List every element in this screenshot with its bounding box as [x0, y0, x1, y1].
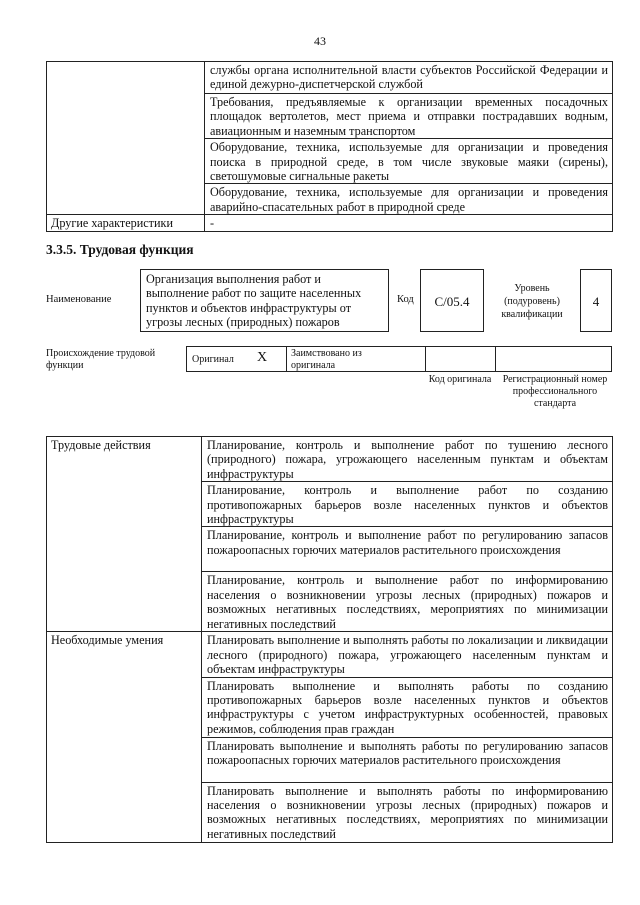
- table-row: [47, 437, 613, 482]
- level-value: 4: [592, 294, 600, 309]
- name-label: Наименование: [46, 294, 112, 305]
- table-row: [47, 215, 613, 231]
- level-label: Уровень (подуровень) квалификации: [501, 283, 563, 320]
- row-content: Планировать выполнение и выполнять работы по регулированию запасов пожароопасных горючих материалов растительного происхождения: [202, 737, 613, 782]
- level-box: [580, 269, 612, 332]
- code-label: Код: [397, 294, 414, 305]
- row-label: [47, 62, 205, 215]
- row-content: Требования, предъявляемые к организации временных посадочных площадок вертолетов, мест приема и отправки пострадавших водным, авиационным и наземным транспортом: [205, 94, 613, 139]
- row-content: службы органа исполнительной власти субъектов Российской Федерации и единой дежурно-диспетчерской службой: [205, 62, 613, 94]
- row-label: Другие характеристики: [47, 215, 205, 231]
- table-row: [47, 632, 613, 677]
- code-box: [420, 269, 484, 332]
- row-content: Планирование, контроль и выполнение работ по тушению лесного (природного) пожара, угрожающего населенным пунктам и объектам инфраструктуры: [202, 437, 613, 482]
- function-name: Организация выполнения работ и выполнение работ по защите населенных пунктов и объектов инфраструктуры от угрозы лесных (природных) пожаров: [146, 272, 362, 330]
- labor-function-table: [46, 436, 613, 843]
- row-content: -: [205, 215, 613, 231]
- section-heading: 3.3.5. Трудовая функция: [46, 242, 194, 257]
- row-content: Планирование, контроль и выполнение работ по созданию противопожарных барьеров возле населенных пунктов и объектов инфраструктуры: [202, 482, 613, 527]
- origin-label: Происхождение трудовой функции: [46, 348, 156, 371]
- row-content: Планирование, контроль и выполнение работ по регулированию запасов пожароопасных горючих материалов растительного происхождения: [202, 527, 613, 572]
- row-content: Планировать выполнение и выполнять работы по локализации и ликвидации лесного (природного) пожара, угрожающего населенным пунктам и объектам инфраструктуры: [202, 632, 613, 677]
- divider: [286, 346, 287, 372]
- code-value: C/05.4: [434, 294, 470, 309]
- code-original-label: Код оригинала: [428, 374, 492, 385]
- table-row: [47, 62, 613, 94]
- row-content: Оборудование, техника, используемые для организации и проведения поиска в природной среде, в том числе звуковые маяки (сирены), светошумовые сигнальные ракеты: [205, 139, 613, 184]
- origin-grid: [186, 346, 612, 372]
- row-label: Трудовые действия: [47, 437, 202, 632]
- original-label: Оригинал: [192, 354, 234, 365]
- row-content: Планирование, контроль и выполнение работ по информированию населения о возникновении угрозы лесных (природных) пожаров и возможных негативных последствиях, мероприятиях по минимизации негативных последствий: [202, 572, 613, 632]
- borrowed-label: Заимствовано из оригинала: [291, 348, 362, 371]
- reg-number-label: Регистрационный номер профессионального стандарта: [502, 374, 608, 409]
- divider: [425, 346, 426, 372]
- function-name-box: [140, 269, 389, 332]
- row-content: Планировать выполнение и выполнять работы по созданию противопожарных барьеров возле населенных пунктов и объектов инфраструктуры с учетом инфраструктурных особенностей, правовых режимов, соблюдения прав граждан: [202, 677, 613, 737]
- divider: [495, 346, 496, 372]
- row-content: Планировать выполнение и выполнять работы по информированию населения о возникновении угрозы лесных (природных) пожаров и возможных негативных последствиях, мероприятиях по минимизации негативных последствий: [202, 782, 613, 842]
- row-label: Необходимые умения: [47, 632, 202, 842]
- row-content: Оборудование, техника, используемые для организации и проведения аварийно-спасательных работ в природной среде: [205, 184, 613, 215]
- top-characteristics-table: [46, 61, 613, 232]
- original-mark: X: [257, 350, 268, 365]
- page-number: 43: [314, 34, 326, 48]
